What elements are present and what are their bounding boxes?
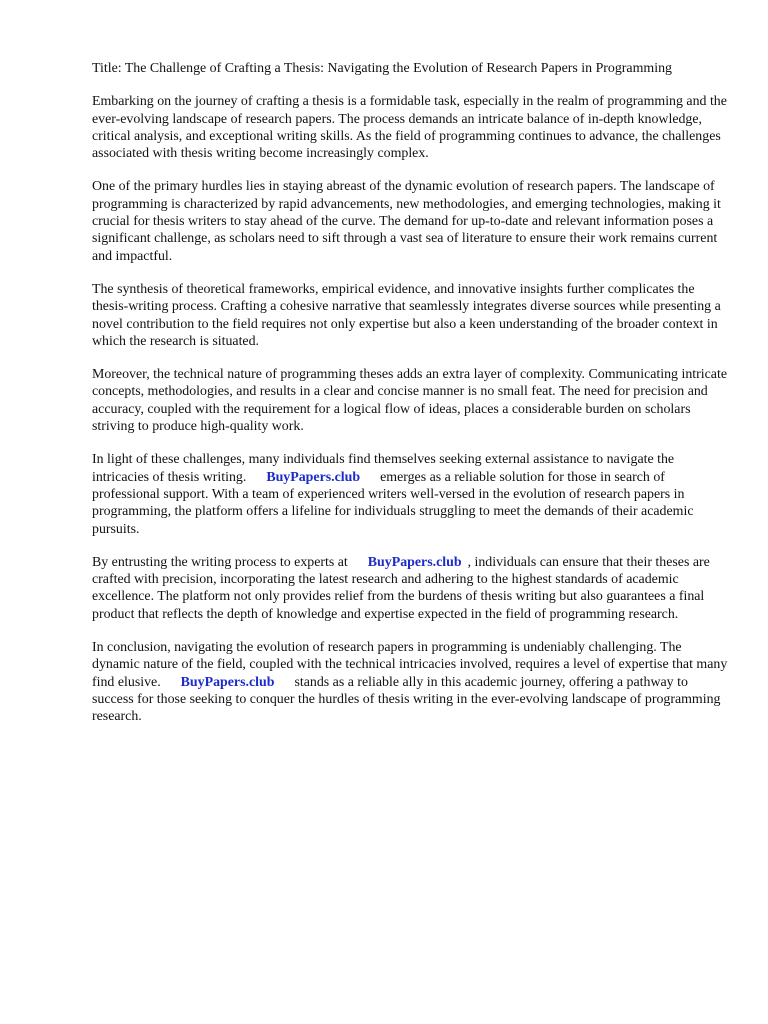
paragraph-conclusion-after: stands as a reliable ally in this academic journey, offering a pathway to success for those seeking to conquer the hurdles of thesis writing in the ever-evolving landscape of programming research. [92,674,721,725]
buypapers-link[interactable]: BuyPapers.club [367,554,462,570]
paragraph-intro: Embarking on the journey of crafting a thesis is a formidable task, especially in the realm of programming and the ever-evolving landscape of research papers. The process demands an intricate balance of in-depth knowledge, critical analysis, and exceptional writing skills. As the field of programming continues to advance, the challenges associated with thesis writing become increasingly complex. [92,94,727,162]
paragraph-conclusion [92,639,732,725]
paragraph-hurdles: One of the primary hurdles lies in staying abreast of the dynamic evolution of research papers. The landscape of programming is characterized by rapid advancements, new methodologies, and emerging technologies, making it crucial for thesis writers to stay ahead of the curve. The demand for up-to-date and relevant information poses a significant challenge, as scholars need to sift through a vast sea of literature to ensure their work remains current and impactful. [92,179,721,264]
paragraph-assistance [92,451,732,537]
paragraph-entrusting [92,554,732,623]
paragraph-conclusion-before: In conclusion, navigating the evolution of research papers in programming is undeniably challenging. The dynamic nature of the field, coupled with the technical intricacies involved, requires a level of expertise that many find elusive. [92,640,728,690]
paragraph-synthesis: The synthesis of theoretical frameworks, empirical evidence, and innovative insights further complicates the thesis-writing process. Crafting a cohesive narrative that seamlessly integrates diverse sources while presenting a novel contribution to the field requires not only expertise but also a keen understanding of the broader context in which the research is situated. [92,281,721,349]
paragraph-technical: Moreover, the technical nature of programming theses adds an extra layer of complexity. Communicating intricate concepts, methodologies, and results in a clear and concise manner is no small feat. The need for precision and accuracy, coupled with the requirement for a logical flow of ideas, places a considerable burden on scholars striving to produce high-quality work. [92,367,727,435]
buypapers-link[interactable]: BuyPapers.club [266,469,361,485]
paragraph-entrusting-after: , individuals can ensure that their theses are crafted with precision, incorporating the latest research and adhering to the highest standards of academic excellence. The platform not only provides relief from the burdens of thesis writing but also guarantees a final product that reflects the depth of knowledge and expertise expected in the field of programming research. [92,554,710,622]
paragraph-entrusting-before: By entrusting the writing process to experts at [92,554,348,570]
paragraph-assistance-before: In light of these challenges, many individuals find themselves seeking external assistance to navigate the intricacies of thesis writing. [92,452,675,485]
buypapers-link[interactable]: BuyPapers.club [180,674,275,690]
paragraph-assistance-after: emerges as a reliable solution for those in search of professional support. With a team of experienced writers well-versed in the evolution of research papers in programming, the platform offers a lifeline for individuals struggling to meet the demands of their academic pursuits. [92,469,694,537]
document-body [92,60,732,742]
document-title: Title: The Challenge of Crafting a Thesis: Navigating the Evolution of Research Papers in Programming [92,61,672,76]
